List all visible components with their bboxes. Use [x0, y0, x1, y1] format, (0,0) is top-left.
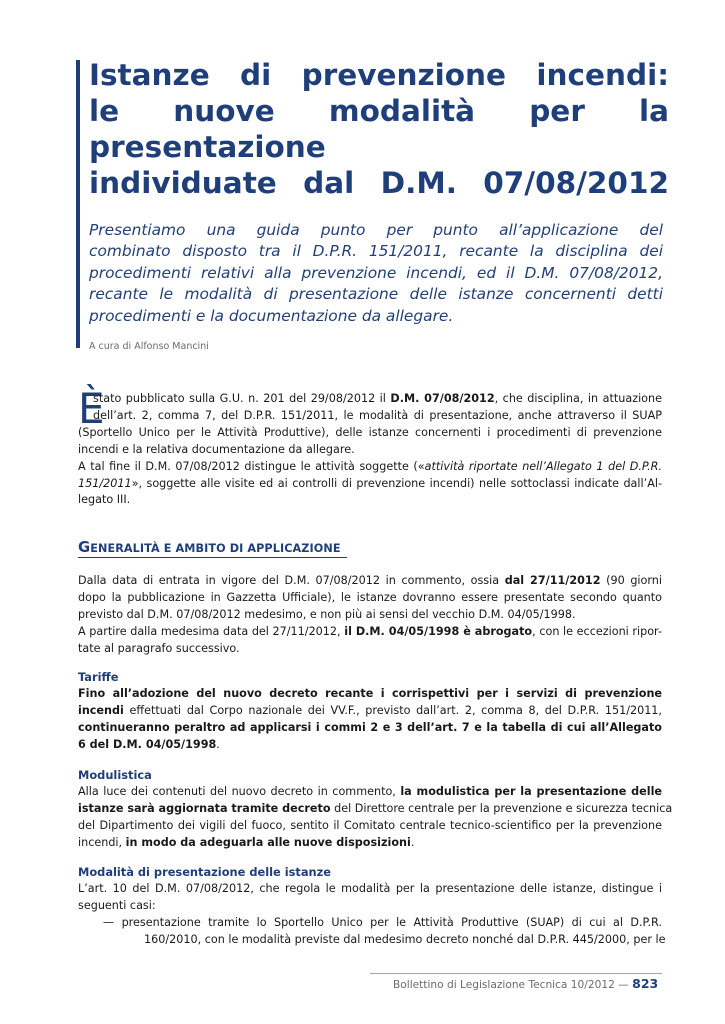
- modalita-bullet-line: 160/2010, con le modalità previste dal medesimo decreto nonché dal D.P.R. 445/2000, per le: [144, 932, 666, 946]
- tariffe-line: 6 del D.M. 04/05/1998.: [78, 737, 220, 751]
- modalita-line: seguenti casi:: [78, 898, 156, 912]
- modalita-bullet-line: — presentazione tramite lo Sportello Unico per le Attività Produttive (SUAP) di cui al D.P.R.: [103, 915, 662, 929]
- section-line: tate al paragrafo successivo.: [78, 641, 240, 655]
- intro-line: (Sportello Unico per le Attività Produttive), delle istanze concernenti i procedimenti di prevenzione: [78, 425, 662, 439]
- subtitle-line: combinato disposto tra il D.P.R. 151/2011, recante la disciplina dei: [89, 242, 663, 261]
- article-subtitle: [89, 220, 663, 327]
- modulistica-line: istanze sarà aggiornata tramite decreto del Direttore centrale per la prevenzione e sicurezza tecnica: [78, 801, 673, 815]
- section-paragraph: [78, 573, 662, 658]
- page-number: 823: [632, 976, 659, 991]
- section-underline: [78, 557, 347, 558]
- title-line: le nuove modalità per la: [89, 94, 669, 128]
- subheading-modulistica: Modulistica: [78, 768, 152, 782]
- subtitle-line: procedimenti e la documentazione da allegare.: [89, 306, 454, 325]
- section-line: Dalla data di entrata in vigore del D.M. 07/08/2012 in commento, ossia dal 27/11/2012 (90 giorni: [78, 574, 662, 587]
- title-line: presentazione: [89, 130, 326, 164]
- section-line: previsto dal D.M. 07/08/2012 medesimo, e non più ai sensi del vecchio D.M. 04/05/1998.: [78, 607, 576, 621]
- intro-line: dell’art. 2, comma 7, del D.P.R. 151/2011, le modalità di presentazione, anche attraverso il SUAP: [93, 408, 662, 422]
- section-heading: GENERALITÀ E AMBITO DI APPLICAZIONE: [78, 539, 341, 556]
- subheading-modalita: Modalità di presentazione delle istanze: [78, 865, 331, 879]
- section-line: dopo la pubblicazione in Gazzetta Ufficiale), le istanze dovranno essere presentate secondo quanto: [78, 590, 662, 604]
- intro-line: incendi e la relativa documentazione da allegare.: [78, 442, 355, 456]
- intro-line: A tal fine il D.M. 07/08/2012 distingue le attività soggette («attività riportate nell’Allegato 1 del D.P.R.: [78, 459, 663, 473]
- section-line: A partire dalla medesima data del 27/11/2012, il D.M. 04/05/1998 è abrogato, con le eccezioni ripor-: [78, 624, 662, 638]
- intro-line: legato III.: [78, 493, 131, 507]
- intro-paragraph: [78, 384, 663, 509]
- subtitle-line: recante le modalità di presentazione delle istanze concernenti detti: [89, 285, 663, 304]
- intro-line: 151/2011», soggette alle visite ed ai controlli di prevenzione incendi) nelle sottoclassi indicate dall’Al-: [78, 476, 662, 490]
- modulistica-line: incendi, in modo da adeguarla alle nuove disposizioni.: [78, 835, 415, 849]
- tariffe-line: incendi effettuati dal Corpo nazionale dei VV.F., previsto dall’art. 2, comma 8, del D.P.R. 151/2011,: [78, 703, 662, 717]
- modulistica-line: Alla luce dei contenuti del nuovo decreto in commento, la modulistica per la presentazione delle: [78, 785, 662, 798]
- subtitle-line: procedimenti relativi alla prevenzione incendi, ed il D.M. 07/08/2012,: [89, 263, 663, 282]
- drop-cap: È: [78, 384, 105, 433]
- title-line: Istanze di prevenzione incendi:: [89, 58, 669, 92]
- subtitle-line: Presentiamo una guida punto per punto all’applicazione del: [89, 221, 663, 239]
- tariffe-line: Fino all’adozione del nuovo decreto recante i corrispettivi per i servizi di prevenzione: [78, 687, 662, 700]
- page-footer: [393, 976, 658, 991]
- title-accent-bar: [76, 60, 80, 348]
- title-line: individuate dal D.M. 07/08/2012: [89, 166, 669, 200]
- subheading-tariffe: Tariffe: [78, 670, 119, 684]
- modulistica-paragraph: [78, 784, 673, 852]
- intro-line: stato pubblicato sulla G.U. n. 201 del 29/08/2012 il D.M. 07/08/2012, che disciplina, in attuazione: [93, 392, 662, 405]
- tariffe-line: continueranno peraltro ad applicarsi i commi 2 e 3 dell’art. 7 e la tabella di cui all’Allegato: [78, 720, 662, 734]
- modalita-line: L’art. 10 del D.M. 07/08/2012, che regola le modalità per la presentazione delle istanze, distingue i: [78, 882, 662, 895]
- footer-publication: Bollettino di Legislazione Tecnica 10/2012 —: [393, 979, 633, 991]
- modulistica-line: del Dipartimento dei vigili del fuoco, sentito il Comitato centrale tecnico-scientifico per la prevenzione: [78, 818, 662, 832]
- footer-rule: [370, 973, 662, 974]
- tariffe-paragraph: [78, 686, 662, 754]
- author-credit: A cura di Alfonso Mancini: [89, 341, 209, 352]
- article-title: [89, 57, 669, 201]
- modalita-paragraph: [78, 881, 666, 949]
